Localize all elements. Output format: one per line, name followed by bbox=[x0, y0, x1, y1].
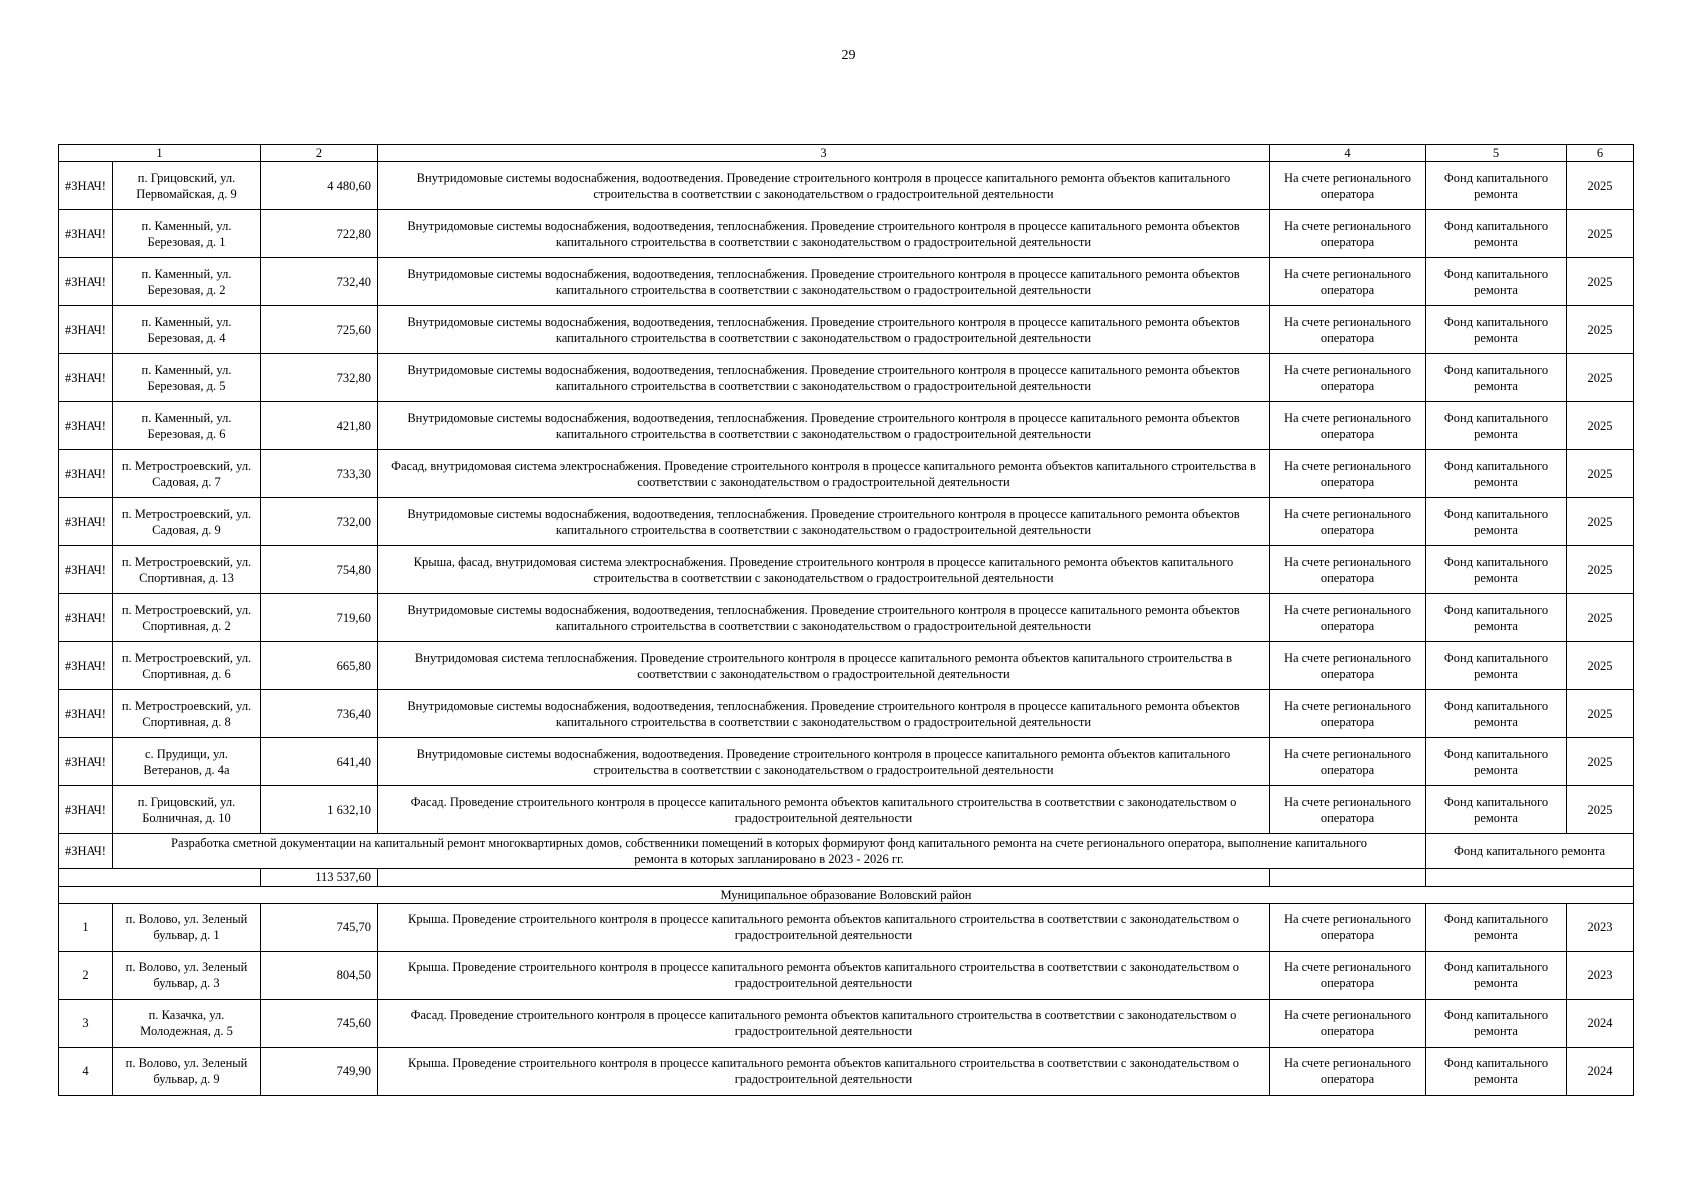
address-cell: п. Грицовский, ул. Болничная, д. 10 bbox=[113, 786, 261, 834]
column-number-5: 5 bbox=[1426, 145, 1567, 162]
account-cell: На счете регионального оператора bbox=[1270, 546, 1426, 594]
account-cell: На счете регионального оператора bbox=[1270, 306, 1426, 354]
table-row bbox=[59, 642, 1634, 690]
table-row bbox=[59, 903, 1634, 951]
row-number-cell: #ЗНАЧ! bbox=[59, 690, 113, 738]
row-number-cell: #ЗНАЧ! bbox=[59, 594, 113, 642]
year-cell: 2025 bbox=[1567, 354, 1634, 402]
account-cell: На счете регионального оператора bbox=[1270, 903, 1426, 951]
year-cell: 2025 bbox=[1567, 546, 1634, 594]
account-cell: На счете регионального оператора bbox=[1270, 210, 1426, 258]
row-number-cell: #ЗНАЧ! bbox=[59, 354, 113, 402]
account-cell: На счете регионального оператора bbox=[1270, 738, 1426, 786]
account-cell: На счете регионального оператора bbox=[1270, 354, 1426, 402]
table-row bbox=[59, 498, 1634, 546]
row-number-cell: #ЗНАЧ! bbox=[59, 786, 113, 834]
area-cell: 754,80 bbox=[261, 546, 378, 594]
fund-cell: Фонд капитального ремонта bbox=[1426, 738, 1567, 786]
total-empty-cell bbox=[59, 869, 261, 886]
total-empty-cell bbox=[1270, 869, 1426, 886]
fund-cell: Фонд капитального ремонта bbox=[1426, 903, 1567, 951]
table-row bbox=[59, 162, 1634, 210]
row-number-cell: #ЗНАЧ! bbox=[59, 258, 113, 306]
row-number-cell: #ЗНАЧ! bbox=[59, 402, 113, 450]
table-row bbox=[59, 786, 1634, 834]
year-cell: 2025 bbox=[1567, 738, 1634, 786]
year-cell: 2025 bbox=[1567, 642, 1634, 690]
area-cell: 1 632,10 bbox=[261, 786, 378, 834]
address-cell: п. Метростроевский, ул. Спортивная, д. 8 bbox=[113, 690, 261, 738]
fund-cell: Фонд капитального ремонта bbox=[1426, 594, 1567, 642]
works-cell: Фасад, внутридомовая система электроснабжения. Проведение строительного контроля в процессе капитального ремонта объектов капитального строительства в соответствии с законодательством о градостроительной деятельности bbox=[378, 450, 1270, 498]
estimate-row bbox=[59, 834, 1634, 869]
fund-cell: Фонд капитального ремонта bbox=[1426, 498, 1567, 546]
year-cell: 2024 bbox=[1567, 999, 1634, 1047]
table-row bbox=[59, 594, 1634, 642]
area-cell: 745,60 bbox=[261, 999, 378, 1047]
area-cell: 4 480,60 bbox=[261, 162, 378, 210]
account-cell: На счете регионального оператора bbox=[1270, 999, 1426, 1047]
account-cell: На счете регионального оператора bbox=[1270, 951, 1426, 999]
fund-cell: Фонд капитального ремонта bbox=[1426, 450, 1567, 498]
fund-cell: Фонд капитального ремонта bbox=[1426, 951, 1567, 999]
works-cell: Внутридомовые системы водоснабжения, водоотведения, теплоснабжения. Проведение строительного контроля в процессе капитального ремонта объектов капитального строительства в соответствии с законодательством о градостроительной деятельности bbox=[378, 354, 1270, 402]
works-cell: Внутридомовая система теплоснабжения. Проведение строительного контроля в процессе капитального ремонта объектов капитального строительства в соответствии с законодательством о градостроительной деятельности bbox=[378, 642, 1270, 690]
table-row bbox=[59, 402, 1634, 450]
address-cell: п. Метростроевский, ул. Садовая, д. 7 bbox=[113, 450, 261, 498]
column-number-1: 1 bbox=[59, 145, 261, 162]
fund-cell: Фонд капитального ремонта bbox=[1426, 354, 1567, 402]
works-cell: Крыша. Проведение строительного контроля в процессе капитального ремонта объектов капитального строительства в соответствии с законодательством о градостроительной деятельности bbox=[378, 951, 1270, 999]
column-number-row bbox=[59, 145, 1634, 162]
account-cell: На счете регионального оператора bbox=[1270, 1047, 1426, 1095]
table-row bbox=[59, 354, 1634, 402]
year-cell: 2025 bbox=[1567, 402, 1634, 450]
address-cell: п. Метростроевский, ул. Спортивная, д. 6 bbox=[113, 642, 261, 690]
fund-cell: Фонд капитального ремонта bbox=[1426, 546, 1567, 594]
row-number-cell: #ЗНАЧ! bbox=[59, 306, 113, 354]
fund-cell: Фонд капитального ремонта bbox=[1426, 690, 1567, 738]
year-cell: 2025 bbox=[1567, 786, 1634, 834]
account-cell: На счете регионального оператора bbox=[1270, 642, 1426, 690]
fund-cell: Фонд капитального ремонта bbox=[1426, 786, 1567, 834]
fund-cell: Фонд капитального ремонта bbox=[1426, 210, 1567, 258]
row-number-cell: 4 bbox=[59, 1047, 113, 1095]
fund-cell: Фонд капитального ремонта bbox=[1426, 258, 1567, 306]
address-cell: п. Метростроевский, ул. Спортивная, д. 13 bbox=[113, 546, 261, 594]
fund-cell: Фонд капитального ремонта bbox=[1426, 1047, 1567, 1095]
account-cell: На счете регионального оператора bbox=[1270, 498, 1426, 546]
area-cell: 749,90 bbox=[261, 1047, 378, 1095]
area-cell: 732,00 bbox=[261, 498, 378, 546]
year-cell: 2025 bbox=[1567, 498, 1634, 546]
table-row bbox=[59, 999, 1634, 1047]
column-number-6: 6 bbox=[1567, 145, 1634, 162]
table-row bbox=[59, 258, 1634, 306]
row-number-cell: 1 bbox=[59, 903, 113, 951]
year-cell: 2025 bbox=[1567, 306, 1634, 354]
account-cell: На счете регионального оператора bbox=[1270, 450, 1426, 498]
total-row bbox=[59, 869, 1634, 886]
account-cell: На счете регионального оператора bbox=[1270, 786, 1426, 834]
area-cell: 804,50 bbox=[261, 951, 378, 999]
section-title: Муниципальное образование Воловский район bbox=[59, 886, 1634, 903]
works-cell: Внутридомовые системы водоснабжения, водоотведения. Проведение строительного контроля в процессе капитального ремонта объектов капитального строительства в соответствии с законодательством о градостроительной деятельности bbox=[378, 162, 1270, 210]
row-number-cell: #ЗНАЧ! bbox=[59, 642, 113, 690]
address-cell: п. Метростроевский, ул. Спортивная, д. 2 bbox=[113, 594, 261, 642]
area-cell: 732,40 bbox=[261, 258, 378, 306]
area-cell: 732,80 bbox=[261, 354, 378, 402]
year-cell: 2025 bbox=[1567, 690, 1634, 738]
works-cell: Внутридомовые системы водоснабжения, водоотведения, теплоснабжения. Проведение строительного контроля в процессе капитального ремонта объектов капитального строительства в соответствии с законодательством о градостроительной деятельности bbox=[378, 402, 1270, 450]
account-cell: На счете регионального оператора bbox=[1270, 594, 1426, 642]
account-cell: На счете регионального оператора bbox=[1270, 402, 1426, 450]
table-row bbox=[59, 210, 1634, 258]
address-cell: с. Прудищи, ул. Ветеранов, д. 4а bbox=[113, 738, 261, 786]
year-cell: 2025 bbox=[1567, 594, 1634, 642]
row-number-cell: 2 bbox=[59, 951, 113, 999]
year-cell: 2023 bbox=[1567, 951, 1634, 999]
works-cell: Внутридомовые системы водоснабжения, водоотведения, теплоснабжения. Проведение строительного контроля в процессе капитального ремонта объектов капитального строительства в соответствии с законодательством о градостроительной деятельности bbox=[378, 306, 1270, 354]
year-cell: 2024 bbox=[1567, 1047, 1634, 1095]
total-empty-cell bbox=[1426, 869, 1634, 886]
capital-repair-table bbox=[58, 144, 1634, 1096]
year-cell: 2025 bbox=[1567, 210, 1634, 258]
area-cell: 722,80 bbox=[261, 210, 378, 258]
works-cell: Крыша, фасад, внутридомовая система электроснабжения. Проведение строительного контроля в процессе капитального ремонта объектов капитального строительства в соответствии с законодательством о градостроительной деятельности bbox=[378, 546, 1270, 594]
works-cell: Фасад. Проведение строительного контроля в процессе капитального ремонта объектов капитального строительства в соответствии с законодательством о градостроительной деятельности bbox=[378, 999, 1270, 1047]
account-cell: На счете регионального оператора bbox=[1270, 258, 1426, 306]
address-cell: п. Волово, ул. Зеленый бульвар, д. 3 bbox=[113, 951, 261, 999]
works-cell: Внутридомовые системы водоснабжения, водоотведения, теплоснабжения. Проведение строительного контроля в процессе капитального ремонта объектов капитального строительства в соответствии с законодательством о градостроительной деятельности bbox=[378, 690, 1270, 738]
row-number-cell: #ЗНАЧ! bbox=[59, 498, 113, 546]
year-cell: 2025 bbox=[1567, 258, 1634, 306]
account-cell: На счете регионального оператора bbox=[1270, 690, 1426, 738]
year-cell: 2023 bbox=[1567, 903, 1634, 951]
area-cell: 719,60 bbox=[261, 594, 378, 642]
column-number-3: 3 bbox=[378, 145, 1270, 162]
area-cell: 733,30 bbox=[261, 450, 378, 498]
address-cell: п. Каменный, ул. Березовая, д. 6 bbox=[113, 402, 261, 450]
total-area-cell: 113 537,60 bbox=[261, 869, 378, 886]
area-cell: 736,40 bbox=[261, 690, 378, 738]
address-cell: п. Каменный, ул. Березовая, д. 2 bbox=[113, 258, 261, 306]
year-cell: 2025 bbox=[1567, 162, 1634, 210]
table-row bbox=[59, 450, 1634, 498]
works-cell: Фасад. Проведение строительного контроля в процессе капитального ремонта объектов капитального строительства в соответствии с законодательством о градостроительной деятельности bbox=[378, 786, 1270, 834]
total-empty-cell bbox=[378, 869, 1270, 886]
table-row bbox=[59, 306, 1634, 354]
works-cell: Крыша. Проведение строительного контроля в процессе капитального ремонта объектов капитального строительства в соответствии с законодательством о градостроительной деятельности bbox=[378, 903, 1270, 951]
row-number-cell: #ЗНАЧ! bbox=[59, 210, 113, 258]
address-cell: п. Волово, ул. Зеленый бульвар, д. 9 bbox=[113, 1047, 261, 1095]
fund-cell: Фонд капитального ремонта bbox=[1426, 306, 1567, 354]
address-cell: п. Волово, ул. Зеленый бульвар, д. 1 bbox=[113, 903, 261, 951]
fund-cell: Фонд капитального ремонта bbox=[1426, 162, 1567, 210]
area-cell: 421,80 bbox=[261, 402, 378, 450]
row-number-cell: #ЗНАЧ! bbox=[59, 450, 113, 498]
row-number-cell: #ЗНАЧ! bbox=[59, 546, 113, 594]
address-cell: п. Метростроевский, ул. Садовая, д. 9 bbox=[113, 498, 261, 546]
address-cell: п. Грицовский, ул. Первомайская, д. 9 bbox=[113, 162, 261, 210]
works-cell: Внутридомовые системы водоснабжения, водоотведения, теплоснабжения. Проведение строительного контроля в процессе капитального ремонта объектов капитального строительства в соответствии с законодательством о градостроительной деятельности bbox=[378, 594, 1270, 642]
address-cell: п. Каменный, ул. Березовая, д. 5 bbox=[113, 354, 261, 402]
works-cell: Внутридомовые системы водоснабжения, водоотведения, теплоснабжения. Проведение строительного контроля в процессе капитального ремонта объектов капитального строительства в соответствии с законодательством о градостроительной деятельности bbox=[378, 210, 1270, 258]
area-cell: 745,70 bbox=[261, 903, 378, 951]
row-number-cell: #ЗНАЧ! bbox=[59, 162, 113, 210]
fund-cell: Фонд капитального ремонта bbox=[1426, 834, 1634, 869]
address-cell: п. Казачка, ул. Молодежная, д. 5 bbox=[113, 999, 261, 1047]
estimate-description-cell: Разработка сметной документации на капитальный ремонт многоквартирных домов, собственники помещений в которых формируют фонд капитального ремонта на счете регионального оператора, выполнение капитального ремонта в которых запланировано в 2023 - 2026 гг. bbox=[113, 834, 1426, 869]
table-row bbox=[59, 1047, 1634, 1095]
table-row bbox=[59, 951, 1634, 999]
works-cell: Крыша. Проведение строительного контроля в процессе капитального ремонта объектов капитального строительства в соответствии с законодательством о градостроительной деятельности bbox=[378, 1047, 1270, 1095]
fund-cell: Фонд капитального ремонта bbox=[1426, 402, 1567, 450]
address-cell: п. Каменный, ул. Березовая, д. 1 bbox=[113, 210, 261, 258]
area-cell: 665,80 bbox=[261, 642, 378, 690]
table-row bbox=[59, 738, 1634, 786]
column-number-4: 4 bbox=[1270, 145, 1426, 162]
row-number-cell: #ЗНАЧ! bbox=[59, 834, 113, 869]
works-cell: Внутридомовые системы водоснабжения, водоотведения, теплоснабжения. Проведение строительного контроля в процессе капитального ремонта объектов капитального строительства в соответствии с законодательством о градостроительной деятельности bbox=[378, 258, 1270, 306]
account-cell: На счете регионального оператора bbox=[1270, 162, 1426, 210]
table-row bbox=[59, 690, 1634, 738]
page-number: 29 bbox=[841, 48, 856, 63]
row-number-cell: #ЗНАЧ! bbox=[59, 738, 113, 786]
table-row bbox=[59, 546, 1634, 594]
row-number-cell: 3 bbox=[59, 999, 113, 1047]
year-cell: 2025 bbox=[1567, 450, 1634, 498]
fund-cell: Фонд капитального ремонта bbox=[1426, 999, 1567, 1047]
section-row bbox=[59, 886, 1634, 903]
address-cell: п. Каменный, ул. Березовая, д. 4 bbox=[113, 306, 261, 354]
works-cell: Внутридомовые системы водоснабжения, водоотведения, теплоснабжения. Проведение строительного контроля в процессе капитального ремонта объектов капитального строительства в соответствии с законодательством о градостроительной деятельности bbox=[378, 498, 1270, 546]
area-cell: 641,40 bbox=[261, 738, 378, 786]
works-cell: Внутридомовые системы водоснабжения, водоотведения. Проведение строительного контроля в процессе капитального ремонта объектов капитального строительства в соответствии с законодательством о градостроительной деятельности bbox=[378, 738, 1270, 786]
fund-cell: Фонд капитального ремонта bbox=[1426, 642, 1567, 690]
area-cell: 725,60 bbox=[261, 306, 378, 354]
column-number-2: 2 bbox=[261, 145, 378, 162]
